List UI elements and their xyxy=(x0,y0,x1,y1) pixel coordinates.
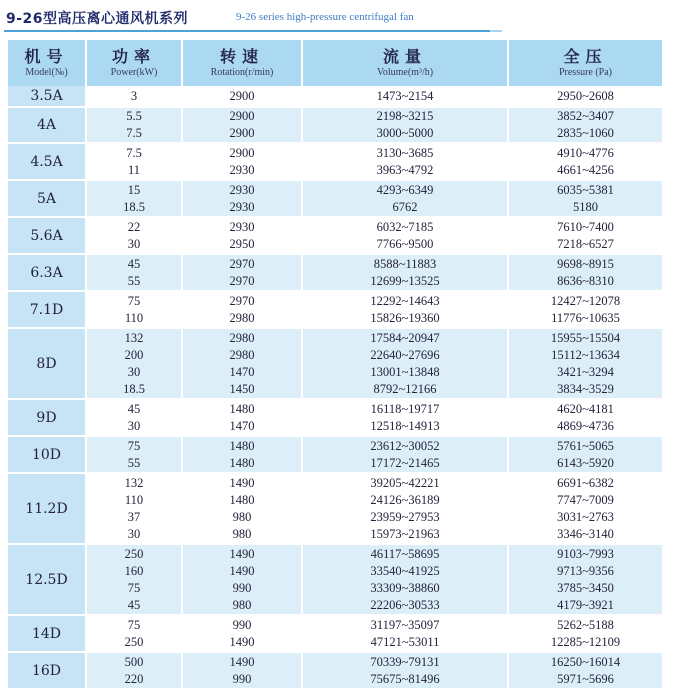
table-row xyxy=(8,381,662,399)
pressure-cell: 6035~5381 xyxy=(508,180,662,198)
pressure-cell: 3785~3450 xyxy=(508,580,662,597)
model-cell: 8D xyxy=(8,328,86,399)
header-model xyxy=(8,40,86,86)
power-cell: 75 xyxy=(86,615,182,633)
volume-cell: 1473~2154 xyxy=(302,86,508,107)
table-row xyxy=(8,180,662,198)
power-cell: 500 xyxy=(86,652,182,670)
power-cell: 22 xyxy=(86,217,182,235)
power-cell: 250 xyxy=(86,544,182,562)
table-row xyxy=(8,162,662,180)
header-model-cn: 机号 xyxy=(24,46,69,66)
pressure-cell: 11776~10635 xyxy=(508,310,662,328)
power-cell: 110 xyxy=(86,310,182,328)
volume-cell: 3130~3685 xyxy=(302,143,508,161)
volume-cell: 22206~30533 xyxy=(302,597,508,615)
header-power-cn: 功率 xyxy=(111,46,156,66)
pressure-cell: 6691~6382 xyxy=(508,473,662,491)
volume-cell: 31197~35097 xyxy=(302,615,508,633)
volume-cell: 16118~19717 xyxy=(302,399,508,417)
power-cell: 55 xyxy=(86,273,182,291)
power-cell: 75 xyxy=(86,580,182,597)
model-cell: 4A xyxy=(8,107,86,144)
volume-cell: 12518~14913 xyxy=(302,418,508,436)
rotation-cell: 1490 xyxy=(182,544,302,562)
pressure-cell: 3834~3529 xyxy=(508,381,662,399)
volume-cell: 13001~13848 xyxy=(302,364,508,381)
table-row xyxy=(8,86,662,107)
pressure-cell: 16250~16014 xyxy=(508,652,662,670)
table-row xyxy=(8,143,662,161)
pressure-cell: 8636~8310 xyxy=(508,273,662,291)
model-cell: 14D xyxy=(8,615,86,652)
volume-cell: 6032~7185 xyxy=(302,217,508,235)
power-cell: 220 xyxy=(86,671,182,688)
rotation-cell: 2970 xyxy=(182,254,302,272)
volume-cell: 33309~38860 xyxy=(302,580,508,597)
table-row xyxy=(8,652,662,670)
rotation-cell: 2980 xyxy=(182,347,302,364)
model-cell: 4.5A xyxy=(8,143,86,180)
volume-cell: 75675~81496 xyxy=(302,671,508,688)
volume-cell: 23959~27953 xyxy=(302,509,508,526)
rotation-cell: 1480 xyxy=(182,399,302,417)
table-row xyxy=(8,597,662,615)
pressure-cell: 7218~6527 xyxy=(508,236,662,254)
pressure-cell: 5761~5065 xyxy=(508,436,662,454)
rotation-cell: 2950 xyxy=(182,236,302,254)
volume-cell: 22640~27696 xyxy=(302,347,508,364)
table-row xyxy=(8,310,662,328)
header-pressure xyxy=(508,40,662,86)
power-cell: 132 xyxy=(86,328,182,346)
volume-cell: 47121~53011 xyxy=(302,634,508,652)
header-model-en: Model(№) xyxy=(25,66,68,78)
table-row xyxy=(8,364,662,381)
table-row xyxy=(8,217,662,235)
table-row xyxy=(8,436,662,454)
page-title-en: 9-26 series high-pressure centrifugal fan xyxy=(236,11,414,23)
pressure-cell: 4869~4736 xyxy=(508,418,662,436)
power-cell: 18.5 xyxy=(86,381,182,399)
rotation-cell: 1490 xyxy=(182,652,302,670)
model-cell: 11.2D xyxy=(8,473,86,544)
pressure-cell: 9103~7993 xyxy=(508,544,662,562)
table-row xyxy=(8,273,662,291)
power-cell: 132 xyxy=(86,473,182,491)
header-volume-en: Volume(m³/h) xyxy=(376,66,434,78)
fan-spec-table xyxy=(8,40,662,688)
rotation-cell: 1480 xyxy=(182,455,302,473)
rotation-cell: 980 xyxy=(182,597,302,615)
model-cell: 12.5D xyxy=(8,544,86,615)
power-cell: 45 xyxy=(86,254,182,272)
power-cell: 5.5 xyxy=(86,107,182,125)
volume-cell: 8588~11883 xyxy=(302,254,508,272)
pressure-cell: 3346~3140 xyxy=(508,526,662,544)
volume-cell: 23612~30052 xyxy=(302,436,508,454)
pressure-cell: 4661~4256 xyxy=(508,162,662,180)
power-cell: 200 xyxy=(86,347,182,364)
volume-cell: 12699~13525 xyxy=(302,273,508,291)
pressure-cell: 7610~7400 xyxy=(508,217,662,235)
table-row xyxy=(8,347,662,364)
page-header xyxy=(4,2,694,36)
rotation-cell: 1480 xyxy=(182,436,302,454)
table-row xyxy=(8,473,662,491)
power-cell: 7.5 xyxy=(86,143,182,161)
volume-cell: 17172~21465 xyxy=(302,455,508,473)
power-cell: 30 xyxy=(86,364,182,381)
table-row xyxy=(8,328,662,346)
rotation-cell: 1480 xyxy=(182,492,302,509)
rotation-cell: 1450 xyxy=(182,381,302,399)
power-cell: 45 xyxy=(86,399,182,417)
power-cell: 3 xyxy=(86,86,182,107)
pressure-cell: 3421~3294 xyxy=(508,364,662,381)
model-cell: 3.5A xyxy=(8,86,86,107)
pressure-cell: 15112~13634 xyxy=(508,347,662,364)
table-row xyxy=(8,509,662,526)
header-power-en: Power(kW) xyxy=(110,66,158,78)
volume-cell: 8792~12166 xyxy=(302,381,508,399)
volume-cell: 33540~41925 xyxy=(302,563,508,580)
pressure-cell: 12427~12078 xyxy=(508,291,662,309)
volume-cell: 24126~36189 xyxy=(302,492,508,509)
rotation-cell: 2900 xyxy=(182,125,302,143)
table-row xyxy=(8,236,662,254)
header-volume xyxy=(302,40,508,86)
power-cell: 7.5 xyxy=(86,125,182,143)
rotation-cell: 2900 xyxy=(182,107,302,125)
header-rotation-cn: 转速 xyxy=(219,46,264,66)
model-cell: 5A xyxy=(8,180,86,217)
pressure-cell: 7747~7009 xyxy=(508,492,662,509)
pressure-cell: 9713~9356 xyxy=(508,563,662,580)
pressure-cell: 3031~2763 xyxy=(508,509,662,526)
table-row xyxy=(8,580,662,597)
pressure-cell: 2835~1060 xyxy=(508,125,662,143)
rotation-cell: 990 xyxy=(182,671,302,688)
table-row xyxy=(8,671,662,688)
rotation-cell: 2930 xyxy=(182,180,302,198)
table-row xyxy=(8,544,662,562)
table-row xyxy=(8,399,662,417)
table-row xyxy=(8,418,662,436)
model-cell: 6.3A xyxy=(8,254,86,291)
table-row xyxy=(8,634,662,652)
table-row xyxy=(8,125,662,143)
rotation-cell: 2900 xyxy=(182,143,302,161)
rotation-cell: 2980 xyxy=(182,310,302,328)
table-row xyxy=(8,107,662,125)
model-cell: 16D xyxy=(8,652,86,688)
rotation-cell: 2930 xyxy=(182,199,302,217)
volume-cell: 4293~6349 xyxy=(302,180,508,198)
table-row xyxy=(8,615,662,633)
pressure-cell: 6143~5920 xyxy=(508,455,662,473)
pressure-cell: 9698~8915 xyxy=(508,254,662,272)
power-cell: 75 xyxy=(86,436,182,454)
power-cell: 250 xyxy=(86,634,182,652)
header-pressure-cn: 全压 xyxy=(563,46,608,66)
model-cell: 7.1D xyxy=(8,291,86,328)
model-cell: 10D xyxy=(8,436,86,473)
table-row xyxy=(8,254,662,272)
rotation-cell: 2930 xyxy=(182,217,302,235)
model-cell: 9D xyxy=(8,399,86,436)
volume-cell: 12292~14643 xyxy=(302,291,508,309)
power-cell: 15 xyxy=(86,180,182,198)
pressure-cell: 5971~5696 xyxy=(508,671,662,688)
table-header-row xyxy=(8,40,662,86)
table-row xyxy=(8,492,662,509)
volume-cell: 2198~3215 xyxy=(302,107,508,125)
power-cell: 110 xyxy=(86,492,182,509)
power-cell: 30 xyxy=(86,236,182,254)
volume-cell: 15973~21963 xyxy=(302,526,508,544)
pressure-cell: 4620~4181 xyxy=(508,399,662,417)
rotation-cell: 2930 xyxy=(182,162,302,180)
title-underline-accent xyxy=(490,30,502,32)
model-cell: 5.6A xyxy=(8,217,86,254)
rotation-cell: 1470 xyxy=(182,418,302,436)
power-cell: 45 xyxy=(86,597,182,615)
table-row xyxy=(8,455,662,473)
volume-cell: 17584~20947 xyxy=(302,328,508,346)
power-cell: 75 xyxy=(86,291,182,309)
table-row xyxy=(8,526,662,544)
rotation-cell: 980 xyxy=(182,509,302,526)
power-cell: 18.5 xyxy=(86,199,182,217)
power-cell: 160 xyxy=(86,563,182,580)
rotation-cell: 1490 xyxy=(182,473,302,491)
rotation-cell: 990 xyxy=(182,615,302,633)
header-rotation-en: Rotation(r/min) xyxy=(210,66,274,78)
table-body xyxy=(8,86,662,688)
rotation-cell: 2980 xyxy=(182,328,302,346)
header-rotation xyxy=(182,40,302,86)
rotation-cell: 1490 xyxy=(182,634,302,652)
pressure-cell: 3852~3407 xyxy=(508,107,662,125)
volume-cell: 3963~4792 xyxy=(302,162,508,180)
rotation-cell: 980 xyxy=(182,526,302,544)
title-underline xyxy=(4,30,490,32)
pressure-cell: 4910~4776 xyxy=(508,143,662,161)
power-cell: 55 xyxy=(86,455,182,473)
table-row xyxy=(8,563,662,580)
header-volume-cn: 流量 xyxy=(382,46,427,66)
header-power xyxy=(86,40,182,86)
pressure-cell: 4179~3921 xyxy=(508,597,662,615)
volume-cell: 3000~5000 xyxy=(302,125,508,143)
power-cell: 30 xyxy=(86,526,182,544)
rotation-cell: 2970 xyxy=(182,273,302,291)
pressure-cell: 2950~2608 xyxy=(508,86,662,107)
page-title-cn: 9-26型高压离心通风机系列 xyxy=(6,11,189,27)
pressure-cell: 5180 xyxy=(508,199,662,217)
volume-cell: 39205~42221 xyxy=(302,473,508,491)
rotation-cell: 2900 xyxy=(182,86,302,107)
power-cell: 30 xyxy=(86,418,182,436)
volume-cell: 6762 xyxy=(302,199,508,217)
volume-cell: 15826~19360 xyxy=(302,310,508,328)
rotation-cell: 2970 xyxy=(182,291,302,309)
power-cell: 37 xyxy=(86,509,182,526)
rotation-cell: 990 xyxy=(182,580,302,597)
pressure-cell: 12285~12109 xyxy=(508,634,662,652)
pressure-cell: 15955~15504 xyxy=(508,328,662,346)
volume-cell: 7766~9500 xyxy=(302,236,508,254)
header-pressure-en: Pressure (Pa) xyxy=(558,66,613,78)
table-row xyxy=(8,199,662,217)
power-cell: 11 xyxy=(86,162,182,180)
table-row xyxy=(8,291,662,309)
rotation-cell: 1490 xyxy=(182,563,302,580)
rotation-cell: 1470 xyxy=(182,364,302,381)
pressure-cell: 5262~5188 xyxy=(508,615,662,633)
volume-cell: 46117~58695 xyxy=(302,544,508,562)
volume-cell: 70339~79131 xyxy=(302,652,508,670)
